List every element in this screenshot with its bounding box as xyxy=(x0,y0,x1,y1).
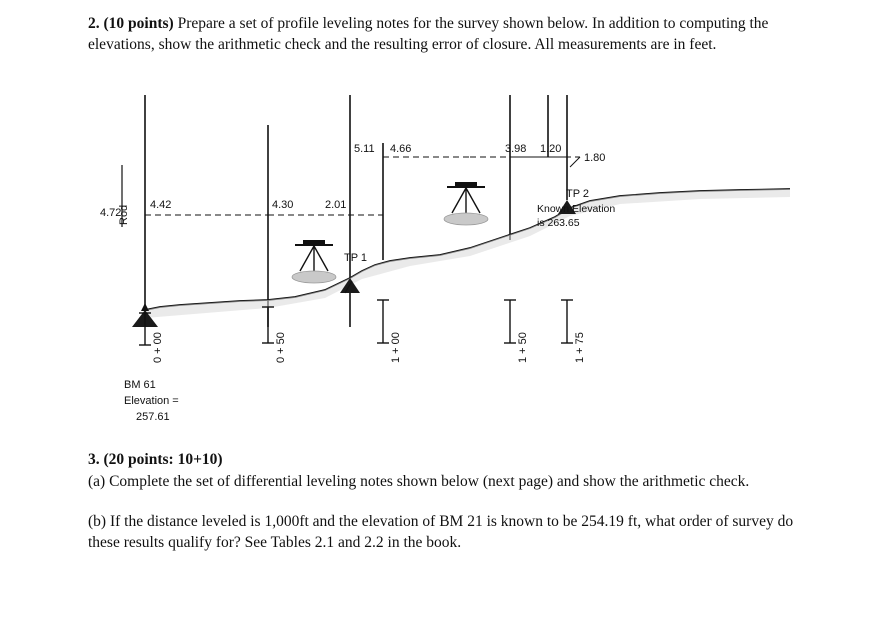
reading-bs-bm61: 4.72 xyxy=(100,207,122,219)
bm61-elevation-label: Elevation = xyxy=(124,395,179,407)
station-label-3: 1 + 50 xyxy=(517,332,529,363)
reading-fs-tp1-high: 4.42 xyxy=(150,199,172,211)
station-label-2: 1 + 00 xyxy=(390,332,402,363)
figure-drawing xyxy=(100,95,800,435)
tp2-label: TP 2 xyxy=(566,188,590,200)
reading-tp2: 1.80 xyxy=(584,152,606,164)
tp2-note-line1: Known Elevation xyxy=(537,203,616,215)
tp2-note-line2: is 263.65 xyxy=(537,217,580,229)
reading-hi1-right: 4.66 xyxy=(390,143,412,155)
bm61-elevation-value: 257.61 xyxy=(136,411,170,423)
question-2-text: Prepare a set of profile leveling notes for the survey shown below. In addition to computing the elevations, show the arithmetic check and the resulting error of closure. All measurements are in feet. xyxy=(88,15,769,53)
station-label-4: 1 + 75 xyxy=(574,332,586,363)
bm61-name: BM 61 xyxy=(124,379,156,391)
station-label-1: 0 + 50 xyxy=(275,332,287,363)
reading-hi2-right: 1.20 xyxy=(540,143,562,155)
question-3-part-b: (b) If the distance leveled is 1,000ft and the elevation of BM 21 is known to be 254.19 ft, what order of survey do these results qualify for? See Tables 2.1 and 2.2 in the book. xyxy=(88,513,794,551)
reading-hi2-left: 3.98 xyxy=(505,143,527,155)
tp1-label: TP 1 xyxy=(344,252,368,264)
question-2-number: 2. (10 points) xyxy=(88,15,174,32)
reading-mid-right: 2.01 xyxy=(325,199,347,211)
question-2-block xyxy=(88,14,828,55)
reading-mid-left: 4.30 xyxy=(272,199,294,211)
question-3-number: 3. (20 points: 10+10) xyxy=(88,451,223,468)
question-3-part-a: (a) Complete the set of differential leveling notes shown below (next page) and show the arithmetic check. xyxy=(88,472,750,490)
question-3-block xyxy=(88,450,828,553)
profile-leveling-figure xyxy=(100,95,800,435)
station-label-0: 0 + 00 xyxy=(152,332,164,363)
reading-hi1-left: 5.11 xyxy=(354,143,375,155)
rod-axis-label: Rod xyxy=(118,204,130,225)
